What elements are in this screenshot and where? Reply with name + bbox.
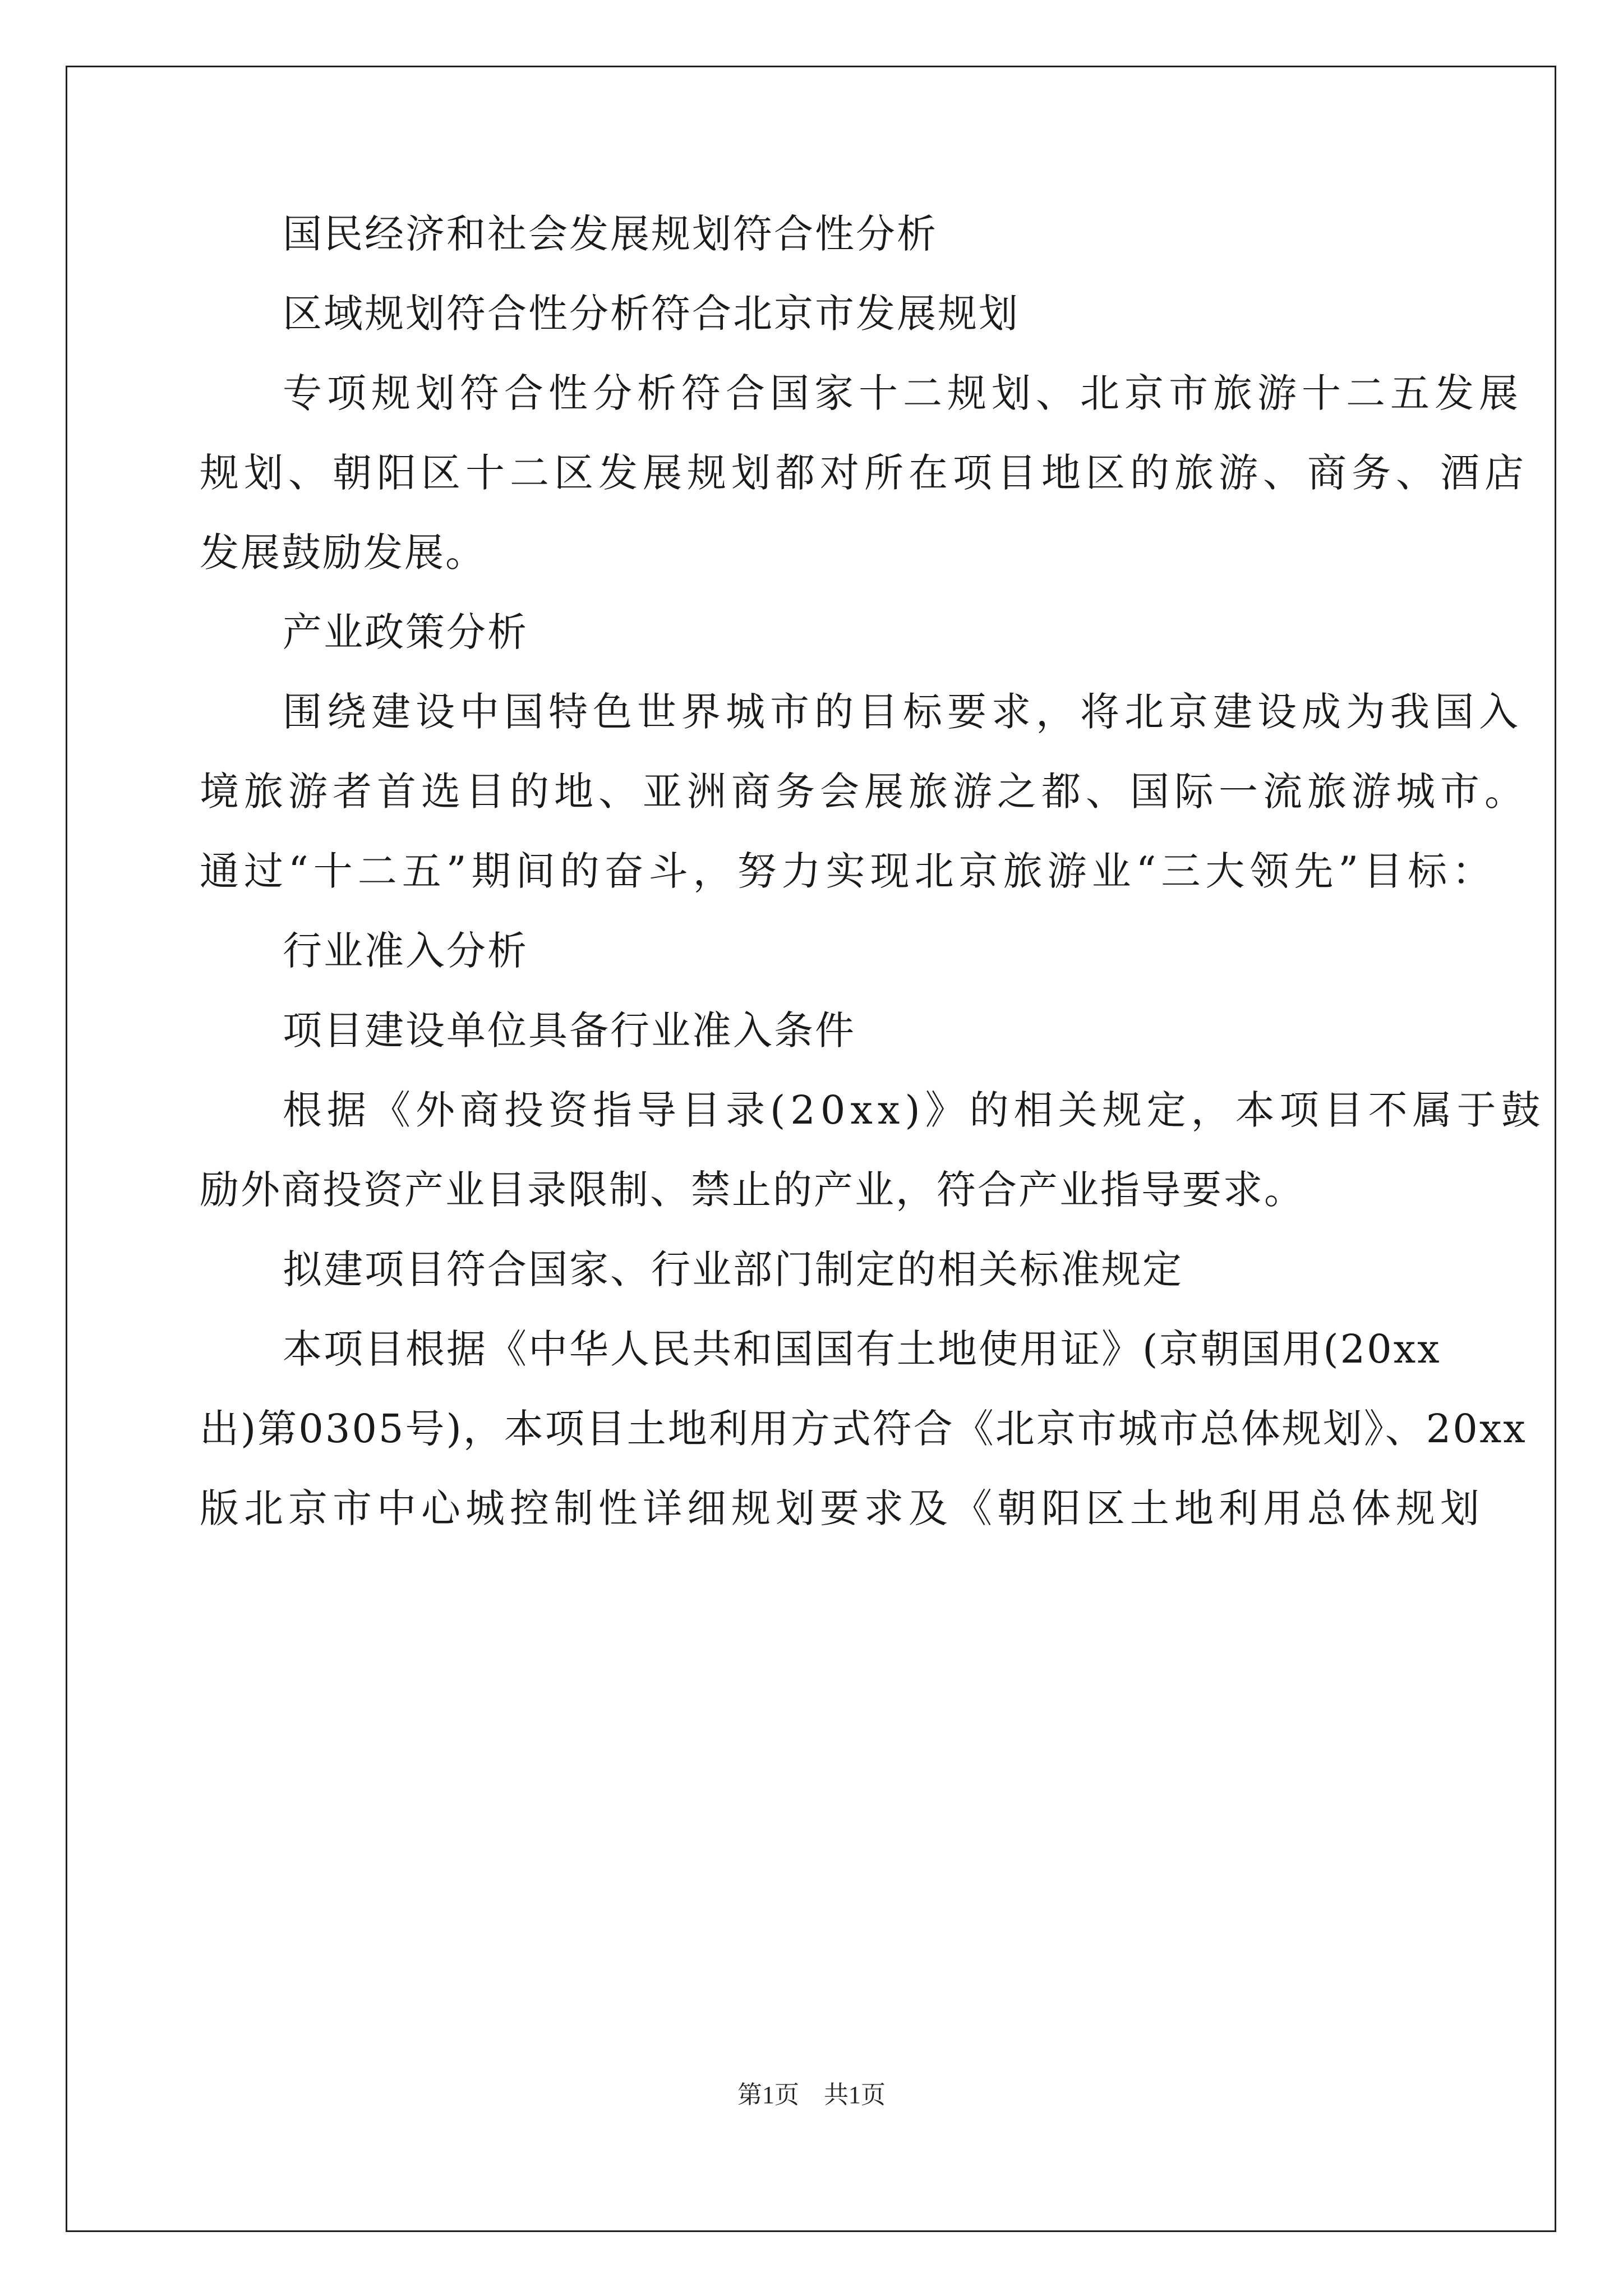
paragraph-line: 境旅游者首选目的地、亚洲商务会展旅游之都、国际一流旅游城市。 bbox=[200, 769, 1529, 815]
section-heading: 产业政策分析 bbox=[283, 609, 528, 655]
paragraph-line: 围绕建设中国特色世界城市的目标要求，将北京建设成为我国入 bbox=[283, 689, 1523, 735]
paragraph-line: 拟建项目符合国家、行业部门制定的相关标准规定 bbox=[283, 1246, 1183, 1292]
paragraph-line: 版北京市中心城控制性详细规划要求及《朝阳区土地利用总体规划 bbox=[200, 1485, 1484, 1531]
paragraph-line: 规划、朝阳区十二区发展规划都对所在项目地区的旅游、商务、酒店 bbox=[200, 450, 1529, 496]
paragraph-line: 项目建设单位具备行业准入条件 bbox=[283, 1007, 856, 1053]
section-heading: 行业准入分析 bbox=[283, 928, 528, 974]
paragraph-line: 专项规划符合性分析符合国家十二规划、北京市旅游十二五发展 bbox=[283, 370, 1523, 416]
page-number-footer: 第1页 共1页 bbox=[737, 2081, 886, 2109]
paragraph-line: 通过“十二五”期间的奋斗，努力实现北京旅游业“三大领先”目标： bbox=[200, 848, 1497, 894]
paragraph-line: 本项目根据《中华人民共和国国有土地使用证》(京朝国用(20xx bbox=[283, 1326, 1441, 1372]
paragraph-line: 国民经济和社会发展规划符合性分析 bbox=[283, 211, 938, 257]
paragraph-line: 根据《外商投资指导目录(20xx)》的相关规定，本项目不属于鼓 bbox=[283, 1087, 1546, 1133]
paragraph-line: 区域规划符合性分析符合北京市发展规划 bbox=[283, 291, 1020, 337]
paragraph-line: 发展鼓励发展。 bbox=[200, 530, 486, 576]
paragraph-line: 出)第0305号)，本项目土地利用方式符合《北京市城市总体规划》、20xx bbox=[200, 1406, 1527, 1452]
paragraph-line: 励外商投资产业目录限制、禁止的产业，符合产业指导要求。 bbox=[200, 1167, 1305, 1213]
